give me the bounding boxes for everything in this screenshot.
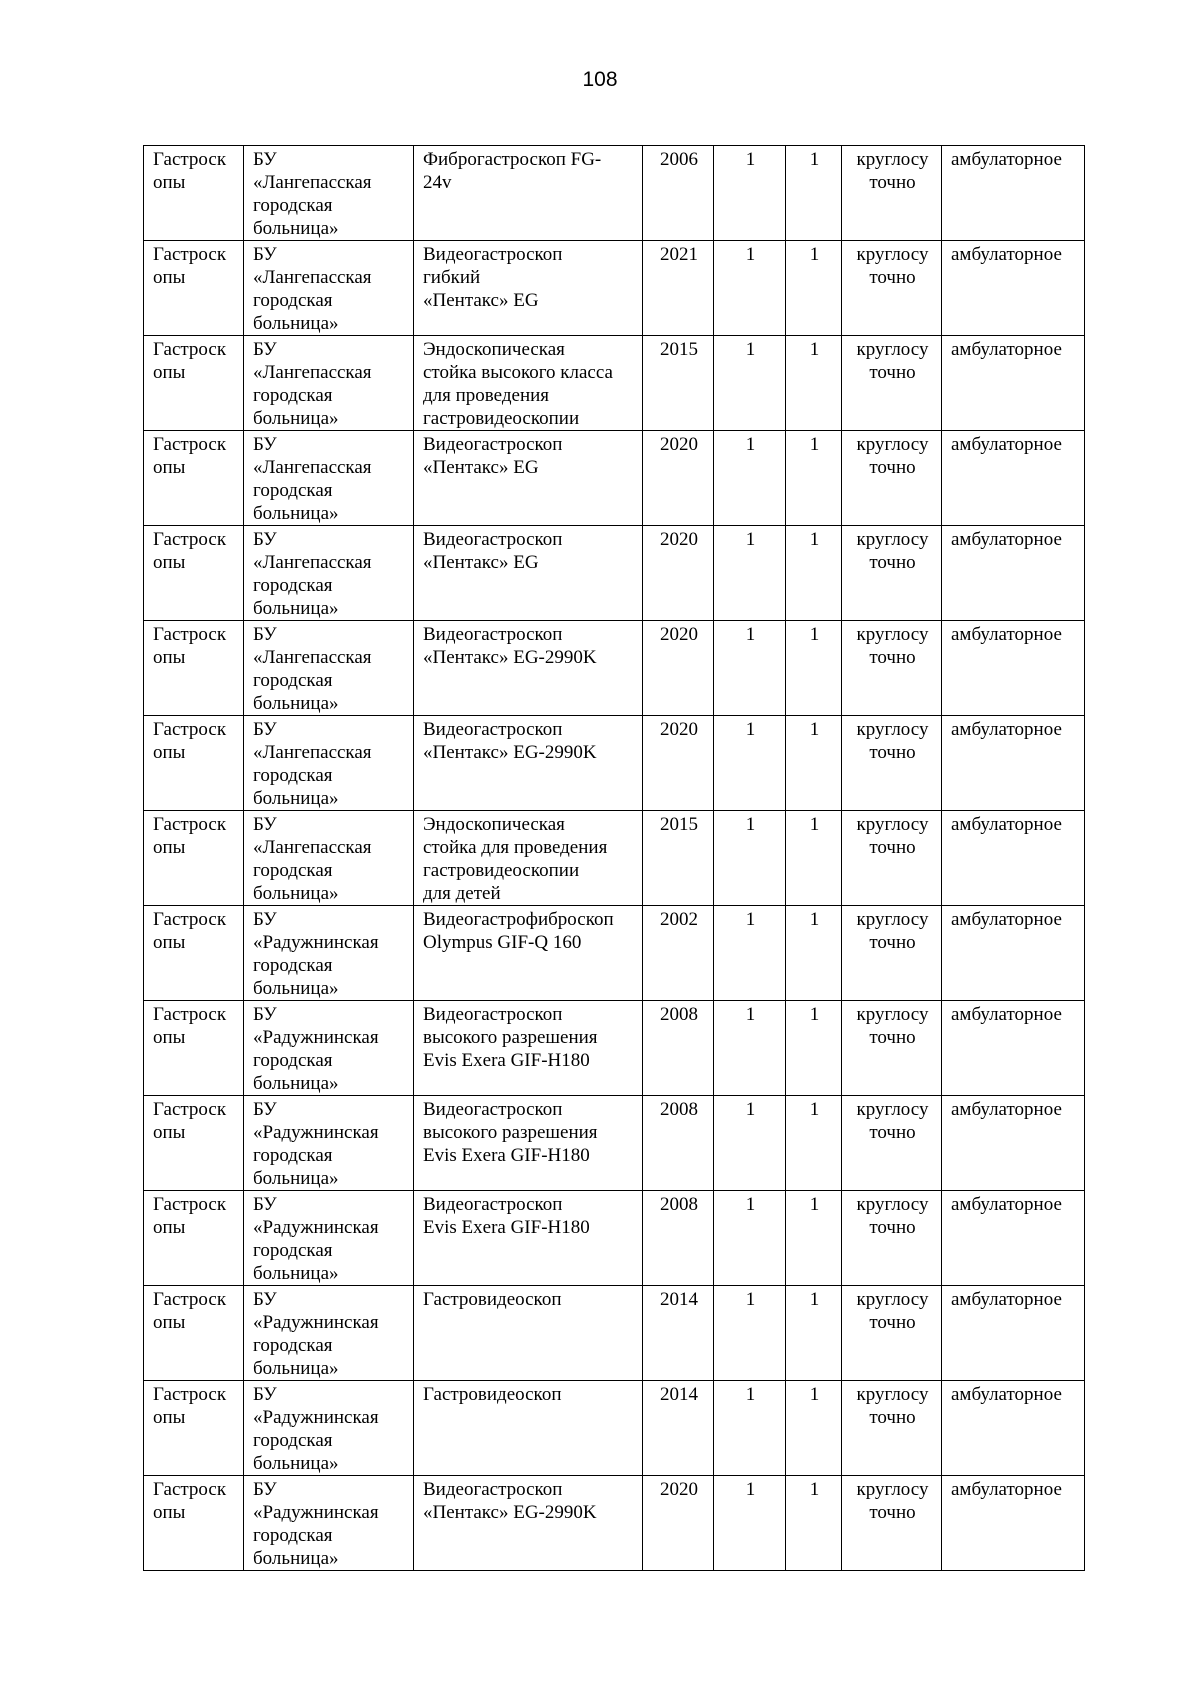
quantity-cell xyxy=(714,336,786,431)
category-cell xyxy=(144,1191,244,1286)
quantity-cell xyxy=(714,146,786,241)
working-quantity-cell-text: 1 xyxy=(809,149,820,170)
quantity-cell-text: 1 xyxy=(745,149,756,170)
equipment-cell-text: Видеогастроскоп «Пентакс» EG-2990K xyxy=(423,624,597,668)
table-row xyxy=(144,621,1085,716)
equipment-cell xyxy=(414,1381,643,1476)
care-type-cell xyxy=(942,336,1085,431)
category-cell-text: Гастроск опы xyxy=(153,1384,227,1428)
equipment-cell-text: Гастровидеоскоп xyxy=(423,1384,562,1405)
working-quantity-cell xyxy=(786,1381,842,1476)
quantity-cell-text: 1 xyxy=(745,624,756,645)
quantity-cell xyxy=(714,1096,786,1191)
operating-mode-cell-text: круглосу точно xyxy=(856,719,929,763)
organization-cell-text: БУ «Лангепасская городская больница» xyxy=(253,529,372,619)
quantity-cell xyxy=(714,1381,786,1476)
category-cell xyxy=(144,241,244,336)
operating-mode-cell-text: круглосу точно xyxy=(856,1004,929,1048)
care-type-cell-text: амбулаторное xyxy=(951,244,1062,265)
category-cell xyxy=(144,1001,244,1096)
category-cell-text: Гастроск опы xyxy=(153,1479,227,1523)
year-cell xyxy=(643,431,714,526)
quantity-cell-text: 1 xyxy=(745,1099,756,1120)
year-cell xyxy=(643,621,714,716)
care-type-cell-text: амбулаторное xyxy=(951,814,1062,835)
quantity-cell-text: 1 xyxy=(745,719,756,740)
quantity-cell xyxy=(714,906,786,1001)
equipment-cell xyxy=(414,621,643,716)
working-quantity-cell-text: 1 xyxy=(809,434,820,455)
working-quantity-cell-text: 1 xyxy=(809,1479,820,1500)
working-quantity-cell xyxy=(786,1096,842,1191)
category-cell-text: Гастроск опы xyxy=(153,1289,227,1333)
operating-mode-cell-text: круглосу точно xyxy=(856,1289,929,1333)
organization-cell-text: БУ «Радужнинская городская больница» xyxy=(253,1384,379,1474)
operating-mode-cell xyxy=(842,146,942,241)
year-cell xyxy=(643,336,714,431)
equipment-cell-text: Видеогастроскоп «Пентакс» EG xyxy=(423,529,563,573)
working-quantity-cell-text: 1 xyxy=(809,909,820,930)
care-type-cell-text: амбулаторное xyxy=(951,339,1062,360)
quantity-cell-text: 1 xyxy=(745,244,756,265)
equipment-cell xyxy=(414,336,643,431)
table-row xyxy=(144,1096,1085,1191)
organization-cell-text: БУ «Лангепасская городская больница» xyxy=(253,719,372,809)
care-type-cell xyxy=(942,241,1085,336)
organization-cell xyxy=(244,431,414,526)
operating-mode-cell-text: круглосу точно xyxy=(856,1194,929,1238)
organization-cell-text: БУ «Лангепасская городская больница» xyxy=(253,434,372,524)
table-row xyxy=(144,146,1085,241)
care-type-cell xyxy=(942,621,1085,716)
operating-mode-cell xyxy=(842,526,942,621)
quantity-cell-text: 1 xyxy=(745,1289,756,1310)
care-type-cell-text: амбулаторное xyxy=(951,719,1062,740)
equipment-cell-text: Видеогастроскоп высокого разрешения Evis Exera GIF-H180 xyxy=(423,1099,598,1166)
operating-mode-cell xyxy=(842,811,942,906)
category-cell-text: Гастроск опы xyxy=(153,624,227,668)
operating-mode-cell xyxy=(842,906,942,1001)
table-row xyxy=(144,241,1085,336)
equipment-cell-text: Видеогастроскоп «Пентакс» EG-2990K xyxy=(423,1479,597,1523)
operating-mode-cell-text: круглосу точно xyxy=(856,529,929,573)
organization-cell-text: БУ «Лангепасская городская больница» xyxy=(253,814,372,904)
equipment-cell-text: Видеогастроскоп гибкий «Пентакс» EG xyxy=(423,244,563,311)
working-quantity-cell-text: 1 xyxy=(809,529,820,550)
organization-cell xyxy=(244,241,414,336)
organization-cell-text: БУ «Лангепасская городская больница» xyxy=(253,149,372,239)
category-cell-text: Гастроск опы xyxy=(153,719,227,763)
equipment-cell xyxy=(414,1476,643,1571)
working-quantity-cell xyxy=(786,1476,842,1571)
care-type-cell-text: амбулаторное xyxy=(951,1384,1062,1405)
working-quantity-cell-text: 1 xyxy=(809,244,820,265)
quantity-cell xyxy=(714,1476,786,1571)
organization-cell-text: БУ «Лангепасская городская больница» xyxy=(253,244,372,334)
year-cell-text: 2014 xyxy=(660,1384,698,1405)
organization-cell-text: БУ «Радужнинская городская больница» xyxy=(253,1479,379,1569)
equipment-cell xyxy=(414,241,643,336)
quantity-cell xyxy=(714,1286,786,1381)
working-quantity-cell-text: 1 xyxy=(809,1289,820,1310)
category-cell xyxy=(144,1476,244,1571)
category-cell-text: Гастроск опы xyxy=(153,149,227,193)
year-cell-text: 2008 xyxy=(660,1194,698,1215)
operating-mode-cell xyxy=(842,241,942,336)
table-row xyxy=(144,1001,1085,1096)
quantity-cell xyxy=(714,1191,786,1286)
equipment-cell xyxy=(414,811,643,906)
organization-cell xyxy=(244,811,414,906)
care-type-cell xyxy=(942,526,1085,621)
year-cell-text: 2020 xyxy=(660,624,698,645)
operating-mode-cell xyxy=(842,621,942,716)
equipment-cell-text: Видеогастроскоп «Пентакс» EG-2990K xyxy=(423,719,597,763)
operating-mode-cell xyxy=(842,1001,942,1096)
care-type-cell xyxy=(942,1096,1085,1191)
working-quantity-cell xyxy=(786,431,842,526)
category-cell xyxy=(144,146,244,241)
equipment-table xyxy=(143,145,1085,1571)
quantity-cell xyxy=(714,811,786,906)
year-cell xyxy=(643,1191,714,1286)
quantity-cell-text: 1 xyxy=(745,814,756,835)
care-type-cell xyxy=(942,906,1085,1001)
working-quantity-cell-text: 1 xyxy=(809,1099,820,1120)
year-cell xyxy=(643,1381,714,1476)
care-type-cell-text: амбулаторное xyxy=(951,1289,1062,1310)
working-quantity-cell xyxy=(786,146,842,241)
year-cell xyxy=(643,241,714,336)
year-cell xyxy=(643,1286,714,1381)
operating-mode-cell xyxy=(842,336,942,431)
table-row xyxy=(144,716,1085,811)
organization-cell-text: БУ «Радужнинская городская больница» xyxy=(253,909,379,999)
year-cell xyxy=(643,1096,714,1191)
care-type-cell xyxy=(942,1286,1085,1381)
year-cell xyxy=(643,1001,714,1096)
table-body xyxy=(144,146,1085,1571)
table-row xyxy=(144,336,1085,431)
care-type-cell xyxy=(942,716,1085,811)
equipment-cell-text: Видеогастроскоп Evis Exera GIF-H180 xyxy=(423,1194,590,1238)
equipment-cell-text: Гастровидеоскоп xyxy=(423,1289,562,1310)
year-cell-text: 2008 xyxy=(660,1099,698,1120)
equipment-cell xyxy=(414,526,643,621)
organization-cell-text: БУ «Радужнинская городская больница» xyxy=(253,1289,379,1379)
quantity-cell xyxy=(714,1001,786,1096)
working-quantity-cell xyxy=(786,811,842,906)
quantity-cell xyxy=(714,431,786,526)
care-type-cell xyxy=(942,1001,1085,1096)
organization-cell xyxy=(244,906,414,1001)
operating-mode-cell-text: круглосу точно xyxy=(856,149,929,193)
category-cell xyxy=(144,431,244,526)
quantity-cell-text: 1 xyxy=(745,1004,756,1025)
category-cell xyxy=(144,526,244,621)
care-type-cell-text: амбулаторное xyxy=(951,624,1062,645)
organization-cell xyxy=(244,621,414,716)
operating-mode-cell xyxy=(842,1286,942,1381)
working-quantity-cell-text: 1 xyxy=(809,1384,820,1405)
operating-mode-cell xyxy=(842,431,942,526)
working-quantity-cell-text: 1 xyxy=(809,1004,820,1025)
year-cell-text: 2014 xyxy=(660,1289,698,1310)
organization-cell xyxy=(244,526,414,621)
equipment-cell-text: Видеогастрофиброскоп Olympus GIF-Q 160 xyxy=(423,909,614,953)
operating-mode-cell xyxy=(842,1191,942,1286)
operating-mode-cell xyxy=(842,1096,942,1191)
working-quantity-cell xyxy=(786,1286,842,1381)
table-row xyxy=(144,431,1085,526)
year-cell-text: 2015 xyxy=(660,814,698,835)
year-cell-text: 2020 xyxy=(660,529,698,550)
operating-mode-cell xyxy=(842,1381,942,1476)
year-cell xyxy=(643,1476,714,1571)
year-cell-text: 2020 xyxy=(660,719,698,740)
care-type-cell xyxy=(942,1191,1085,1286)
care-type-cell-text: амбулаторное xyxy=(951,529,1062,550)
organization-cell xyxy=(244,1096,414,1191)
category-cell xyxy=(144,1096,244,1191)
year-cell xyxy=(643,811,714,906)
operating-mode-cell-text: круглосу точно xyxy=(856,814,929,858)
working-quantity-cell-text: 1 xyxy=(809,339,820,360)
equipment-cell-text: Фиброгастроскоп FG- 24v xyxy=(423,149,602,193)
organization-cell-text: БУ «Радужнинская городская больница» xyxy=(253,1099,379,1189)
table-row xyxy=(144,1476,1085,1571)
year-cell xyxy=(643,906,714,1001)
quantity-cell-text: 1 xyxy=(745,1384,756,1405)
organization-cell xyxy=(244,1286,414,1381)
care-type-cell-text: амбулаторное xyxy=(951,434,1062,455)
category-cell-text: Гастроск опы xyxy=(153,814,227,858)
care-type-cell-text: амбулаторное xyxy=(951,1194,1062,1215)
care-type-cell xyxy=(942,1381,1085,1476)
category-cell xyxy=(144,621,244,716)
year-cell-text: 2020 xyxy=(660,1479,698,1500)
organization-cell-text: БУ «Радужнинская городская больница» xyxy=(253,1004,379,1094)
category-cell-text: Гастроск опы xyxy=(153,1099,227,1143)
table-row xyxy=(144,526,1085,621)
operating-mode-cell-text: круглосу точно xyxy=(856,1479,929,1523)
category-cell-text: Гастроск опы xyxy=(153,1004,227,1048)
organization-cell xyxy=(244,1476,414,1571)
care-type-cell-text: амбулаторное xyxy=(951,149,1062,170)
operating-mode-cell-text: круглосу точно xyxy=(856,909,929,953)
care-type-cell-text: амбулаторное xyxy=(951,909,1062,930)
page-number: 108 xyxy=(582,68,618,91)
operating-mode-cell-text: круглосу точно xyxy=(856,339,929,383)
category-cell-text: Гастроск опы xyxy=(153,434,227,478)
table-row xyxy=(144,1381,1085,1476)
equipment-cell xyxy=(414,146,643,241)
equipment-cell-text: Видеогастроскоп «Пентакс» EG xyxy=(423,434,563,478)
equipment-cell-text: Видеогастроскоп высокого разрешения Evis Exera GIF-H180 xyxy=(423,1004,598,1071)
care-type-cell xyxy=(942,431,1085,526)
year-cell-text: 2002 xyxy=(660,909,698,930)
working-quantity-cell-text: 1 xyxy=(809,1194,820,1215)
operating-mode-cell xyxy=(842,1476,942,1571)
equipment-cell xyxy=(414,1096,643,1191)
equipment-cell xyxy=(414,1286,643,1381)
category-cell-text: Гастроск опы xyxy=(153,909,227,953)
working-quantity-cell-text: 1 xyxy=(809,719,820,740)
working-quantity-cell-text: 1 xyxy=(809,624,820,645)
care-type-cell-text: амбулаторное xyxy=(951,1099,1062,1120)
category-cell xyxy=(144,1286,244,1381)
category-cell-text: Гастроск опы xyxy=(153,1194,227,1238)
working-quantity-cell xyxy=(786,621,842,716)
operating-mode-cell-text: круглосу точно xyxy=(856,1099,929,1143)
table-row xyxy=(144,1286,1085,1381)
organization-cell xyxy=(244,1191,414,1286)
quantity-cell xyxy=(714,526,786,621)
quantity-cell-text: 1 xyxy=(745,1479,756,1500)
organization-cell xyxy=(244,336,414,431)
category-cell-text: Гастроск опы xyxy=(153,244,227,288)
year-cell xyxy=(643,146,714,241)
equipment-cell xyxy=(414,716,643,811)
equipment-cell xyxy=(414,906,643,1001)
care-type-cell-text: амбулаторное xyxy=(951,1004,1062,1025)
care-type-cell xyxy=(942,1476,1085,1571)
category-cell xyxy=(144,1381,244,1476)
quantity-cell xyxy=(714,716,786,811)
operating-mode-cell-text: круглосу точно xyxy=(856,434,929,478)
category-cell xyxy=(144,336,244,431)
operating-mode-cell-text: круглосу точно xyxy=(856,1384,929,1428)
table-row xyxy=(144,811,1085,906)
organization-cell-text: БУ «Лангепасская городская больница» xyxy=(253,339,372,429)
quantity-cell-text: 1 xyxy=(745,339,756,360)
working-quantity-cell xyxy=(786,906,842,1001)
quantity-cell-text: 1 xyxy=(745,529,756,550)
quantity-cell-text: 1 xyxy=(745,909,756,930)
working-quantity-cell xyxy=(786,336,842,431)
organization-cell-text: БУ «Лангепасская городская больница» xyxy=(253,624,372,714)
care-type-cell xyxy=(942,811,1085,906)
care-type-cell xyxy=(942,146,1085,241)
working-quantity-cell xyxy=(786,716,842,811)
working-quantity-cell xyxy=(786,1001,842,1096)
table-row xyxy=(144,906,1085,1001)
year-cell-text: 2020 xyxy=(660,434,698,455)
year-cell xyxy=(643,716,714,811)
working-quantity-cell-text: 1 xyxy=(809,814,820,835)
category-cell xyxy=(144,906,244,1001)
operating-mode-cell xyxy=(842,716,942,811)
quantity-cell xyxy=(714,241,786,336)
year-cell-text: 2021 xyxy=(660,244,698,265)
year-cell-text: 2006 xyxy=(660,149,698,170)
operating-mode-cell-text: круглосу точно xyxy=(856,244,929,288)
care-type-cell-text: амбулаторное xyxy=(951,1479,1062,1500)
working-quantity-cell xyxy=(786,526,842,621)
equipment-cell xyxy=(414,431,643,526)
working-quantity-cell xyxy=(786,1191,842,1286)
organization-cell xyxy=(244,1001,414,1096)
organization-cell-text: БУ «Радужнинская городская больница» xyxy=(253,1194,379,1284)
organization-cell xyxy=(244,1381,414,1476)
working-quantity-cell xyxy=(786,241,842,336)
category-cell xyxy=(144,716,244,811)
organization-cell xyxy=(244,146,414,241)
year-cell-text: 2015 xyxy=(660,339,698,360)
organization-cell xyxy=(244,716,414,811)
quantity-cell-text: 1 xyxy=(745,1194,756,1215)
year-cell xyxy=(643,526,714,621)
equipment-cell-text: Эндоскопическая стойка для проведения гастровидеоскопии для детей xyxy=(423,814,608,904)
category-cell xyxy=(144,811,244,906)
category-cell-text: Гастроск опы xyxy=(153,529,227,573)
equipment-cell xyxy=(414,1191,643,1286)
quantity-cell-text: 1 xyxy=(745,434,756,455)
quantity-cell xyxy=(714,621,786,716)
equipment-cell xyxy=(414,1001,643,1096)
equipment-cell-text: Эндоскопическая стойка высокого класса для проведения гастровидеоскопии xyxy=(423,339,613,429)
year-cell-text: 2008 xyxy=(660,1004,698,1025)
table-row xyxy=(144,1191,1085,1286)
operating-mode-cell-text: круглосу точно xyxy=(856,624,929,668)
category-cell-text: Гастроск опы xyxy=(153,339,227,383)
